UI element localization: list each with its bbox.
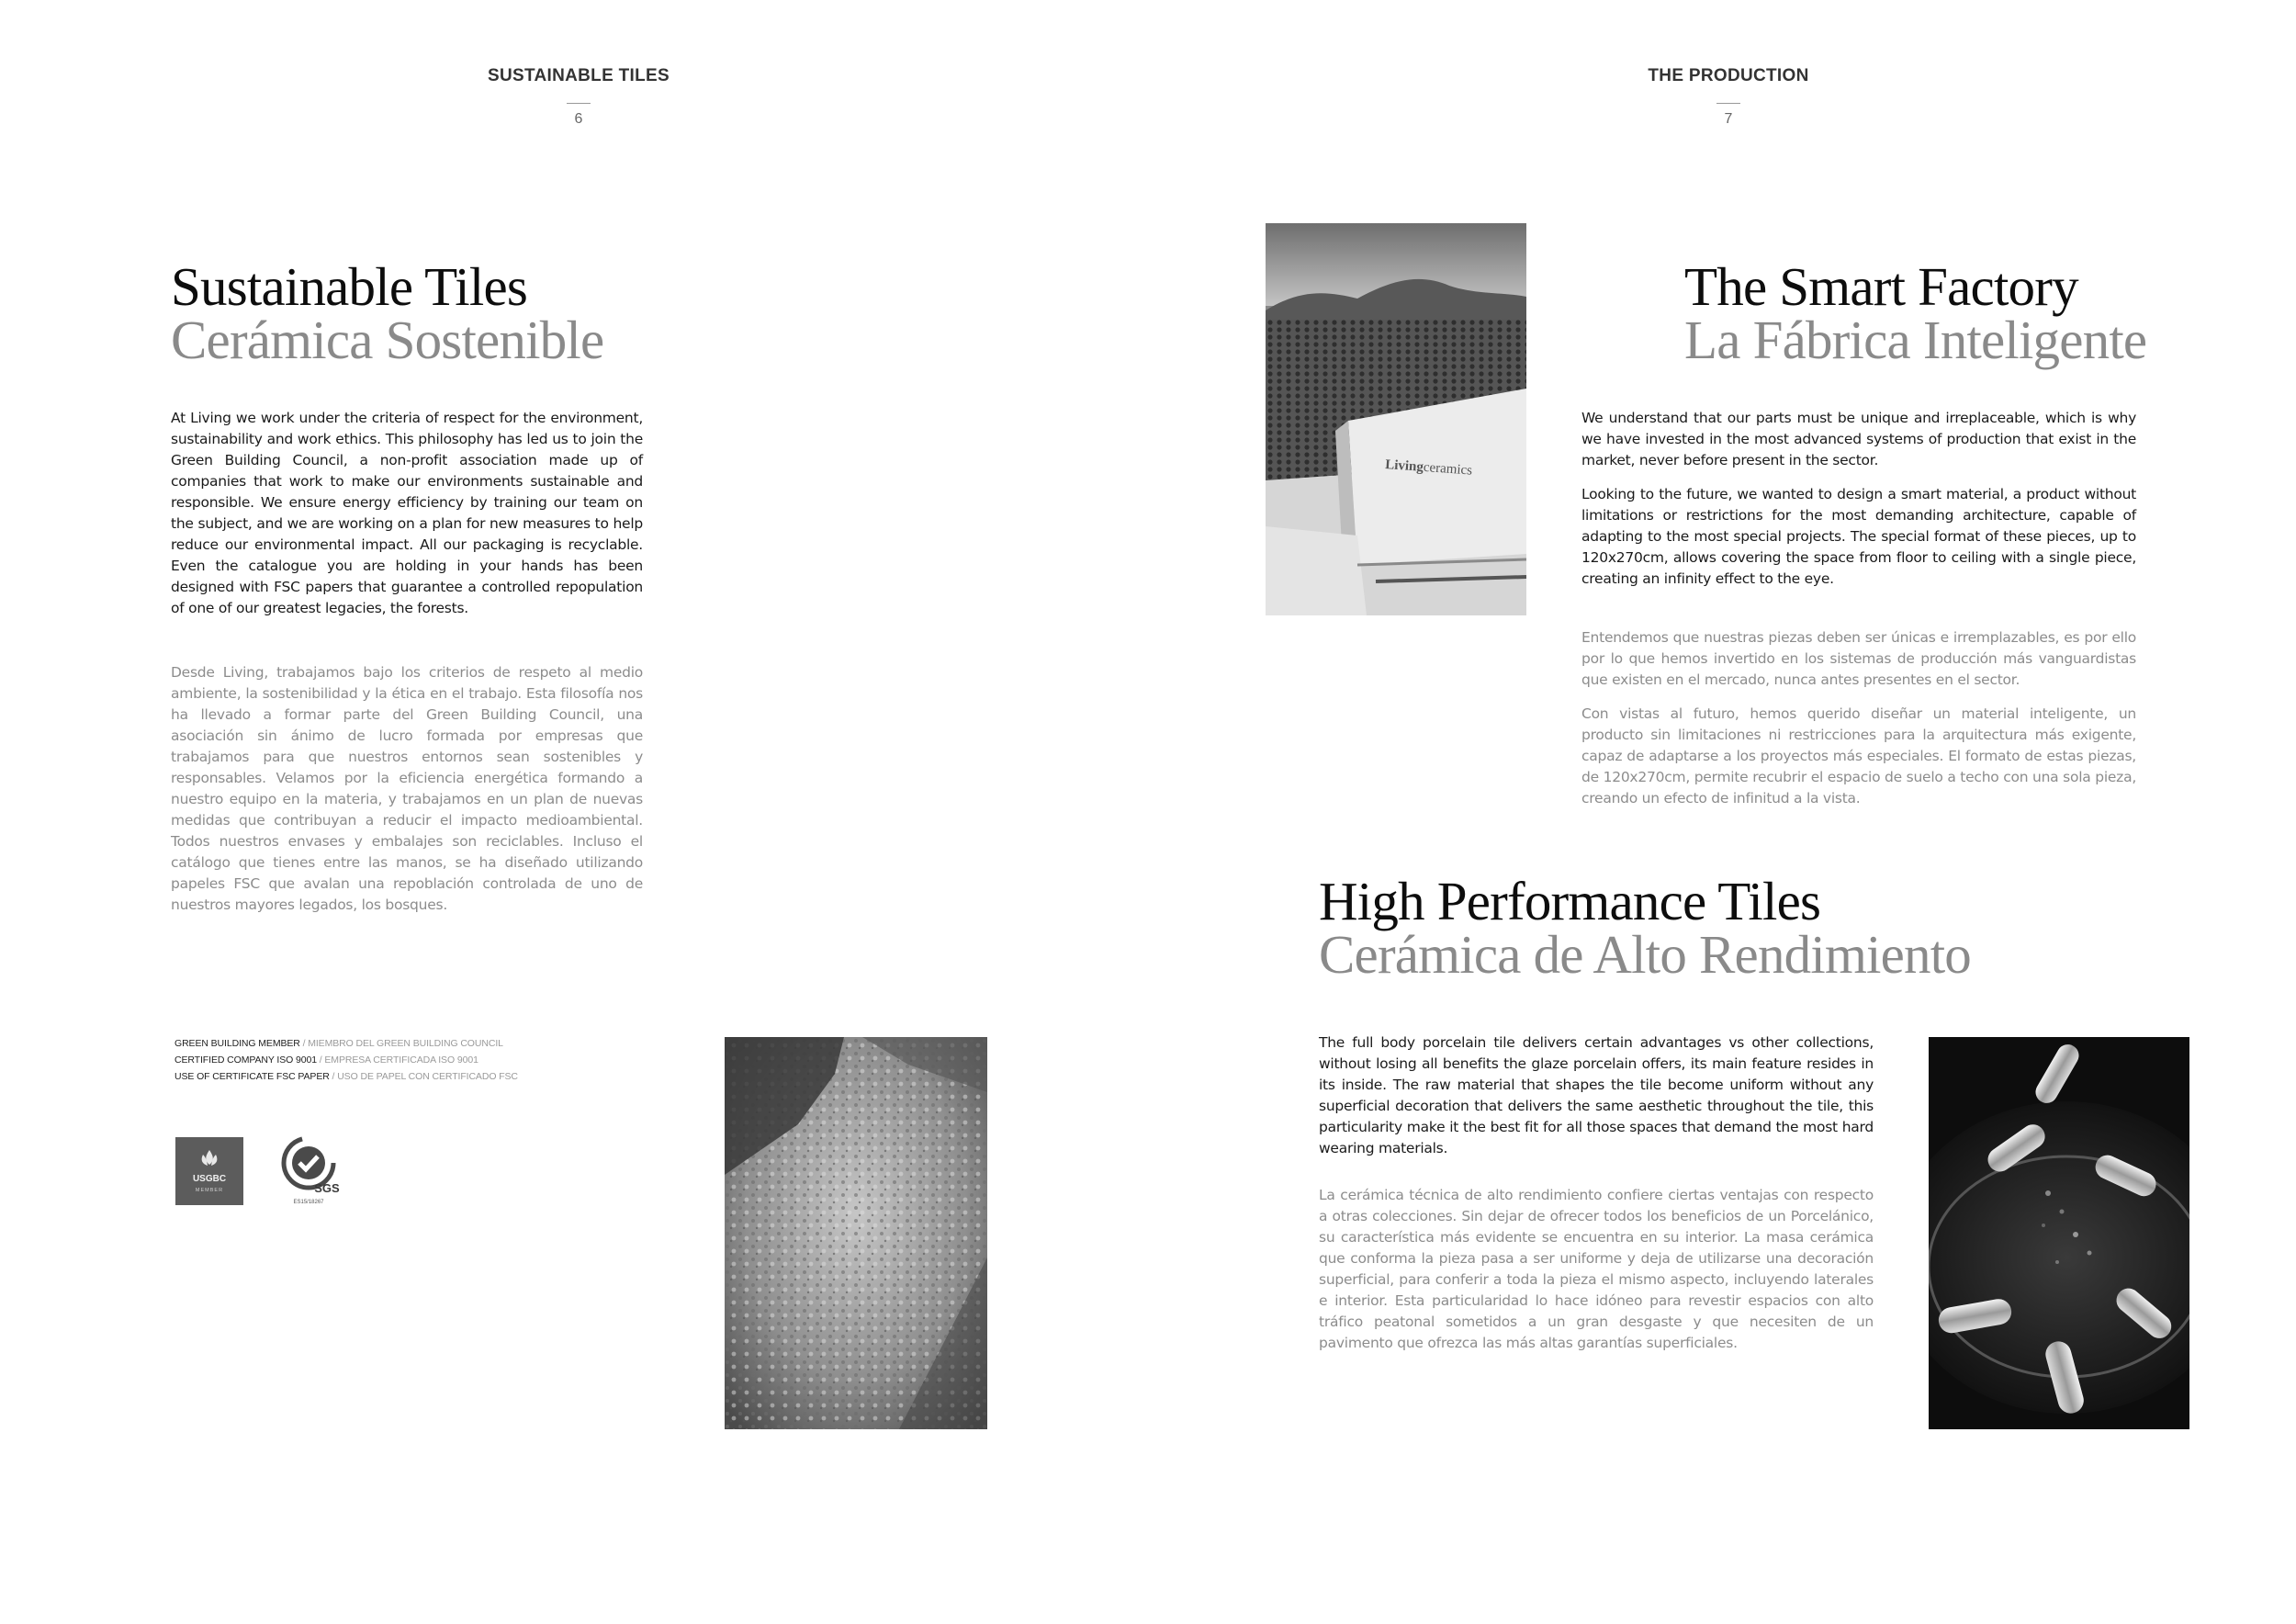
- usgbc-logo: [175, 1137, 243, 1205]
- check-seal-icon: [274, 1130, 347, 1209]
- usgbc-logo-sub: MEMBER: [195, 1188, 224, 1193]
- body-text-es: Desde Living, trabajamos bajo los criterios de respeto al medio ambiente, la sostenibilidad y la ética en el trabajo. Esta filosofía nos ha llevado a formar parte del Green Building Council, una asociación sin ánimo de lucro formada por empresas que trabajamos para que nuestros entornos sean sostenibles y responsables. Velamos por la eficiencia energética formando a nuestro equipo en la materia, y trabajamos en un plan de nuevas medidas que contribuyan a reducir el impacto medioambiental. Todos nuestros envases y embalajes son reciclables. Incluso el catálogo que tienes entre las manos, se ha diseñado utilizando papeles FSC que avalan una repoblación controlada de uno de nuestros mayores legados, los bosques.: [171, 664, 643, 913]
- factory-photo: [1266, 223, 1526, 615]
- section-title-en: Sustainable Tiles: [171, 256, 527, 317]
- body-text-es: La cerámica técnica de alto rendimiento confiere ciertas ventajas con respecto a otras colecciones. Sin dejar de ofrecer todos los beneficios de un Porcelánico, su característica más evidente se encuentra en su interior. La masa cerámica que conforma la pieza pasa a ser uniforme y deja de utilizarse una decoración superficial, para conferir a toda la pieza el mismo aspecto, incluyendo laterales e interior. Esta particularidad lo hace idóneo para revestir espacios con alto tráfico peatonal sometidos a un gran desgaste y que necesiten de un pavimento que ofrezca las más altas garantías superficiales.: [1319, 1187, 1874, 1351]
- paragraph: We understand that our parts must be unique and irreplaceable, which is why we have invested in the most advanced systems of production that exist in the market, never before present in the sector.: [1581, 410, 2136, 468]
- sgs-certification-logo: [274, 1130, 347, 1209]
- paragraph: Looking to the future, we wanted to design a smart material, a product without limitations or restrictions for the most demanding architecture, capable of adapting to the most special projects. The special format of these pieces, up to 120x270cm, allows covering the space from floor to ceiling with a single piece, creating an infinity effect to the eye.: [1581, 486, 2136, 587]
- body-text-en: The full body porcelain tile delivers certain advantages vs other collections, without losing all benefits the glaze porcelain offers, its main feature resides in its inside. The raw material that shapes the tile become uniform without any superficial decoration that delivers the same aesthetic throughout the tile, this particularity make it the best fit for all those spaces that demand the most hard wearing materials.: [1319, 1034, 1874, 1156]
- certification-item: GREEN BUILDING MEMBER / MIEMBRO DEL GREEN BUILDING COUNCIL: [174, 1038, 503, 1049]
- factory-sign-light: ceramics: [1423, 459, 1473, 479]
- factory-sign-bold: Living: [1384, 457, 1424, 475]
- paragraph: Con vistas al futuro, hemos querido diseñar un material inteligente, un producto sin limitaciones ni restricciones para la arquitectura más exigente, capaz de adaptarse a los proyectos más especiales. El formato de estas piezas, de 120x270cm, permite recubrir el espacio de suelo a techo con una sola pieza, creando un efecto de infinitud a la vista.: [1581, 705, 2136, 806]
- certification-item: USE OF CERTIFICATE FSC PAPER / USO DE PAPEL CON CERTIFICADO FSC: [174, 1071, 518, 1082]
- section-title-es: La Fábrica Inteligente: [1684, 310, 2147, 370]
- sgs-logo-code: ES15/18267: [293, 1200, 324, 1205]
- body-text-es: [1581, 627, 2136, 822]
- section-title-es: Cerámica de Alto Rendimiento: [1319, 924, 1972, 985]
- usgbc-logo-name: USGBC: [192, 1174, 227, 1184]
- head-rule-left: [567, 103, 591, 104]
- section-title-en: The Smart Factory: [1684, 256, 2078, 317]
- raw-material-photo: [725, 1037, 987, 1429]
- sgs-logo-name: SGS: [314, 1181, 340, 1195]
- running-head-left: SUSTAINABLE TILES: [488, 66, 670, 85]
- certification-item: CERTIFIED COMPANY ISO 9001 / EMPRESA CERTIFICADA ISO 9001: [174, 1054, 478, 1066]
- body-text-en: [1581, 408, 2136, 603]
- head-rule-right: [1716, 103, 1740, 104]
- page-number-right: 7: [1724, 111, 1733, 127]
- section-title-es: Cerámica Sostenible: [171, 310, 604, 370]
- section-title-en: High Performance Tiles: [1319, 871, 1821, 931]
- paragraph: Entendemos que nuestras piezas deben ser únicas e irremplazables, es por ello por lo que hemos invertido en los sistemas de producción más vanguardistas que existen en el mercado, nunca antes presentes en el sector.: [1581, 629, 2136, 688]
- leaf-icon: [175, 1137, 243, 1205]
- certification-list: [174, 1035, 560, 1085]
- page-number-left: 6: [574, 111, 583, 127]
- body-text-en: At Living we work under the criteria of respect for the environment, sustainability and work ethics. This philosophy has led us to join the Green Building Council, a non-profit association made up of companies that work to make our environments sustainable and responsible. We ensure energy efficiency by training our team on the subject, and we are working on a plan for new measures to help reduce our environmental impact. All our packaging is recyclable. Even the catalogue you are holding in your hands has been designed with FSC papers that guarantee a controlled repopulation of one of our greatest legacies, the forests.: [171, 410, 643, 616]
- running-head-right: THE PRODUCTION: [1648, 66, 1809, 85]
- machinery-photo: [1929, 1037, 2189, 1429]
